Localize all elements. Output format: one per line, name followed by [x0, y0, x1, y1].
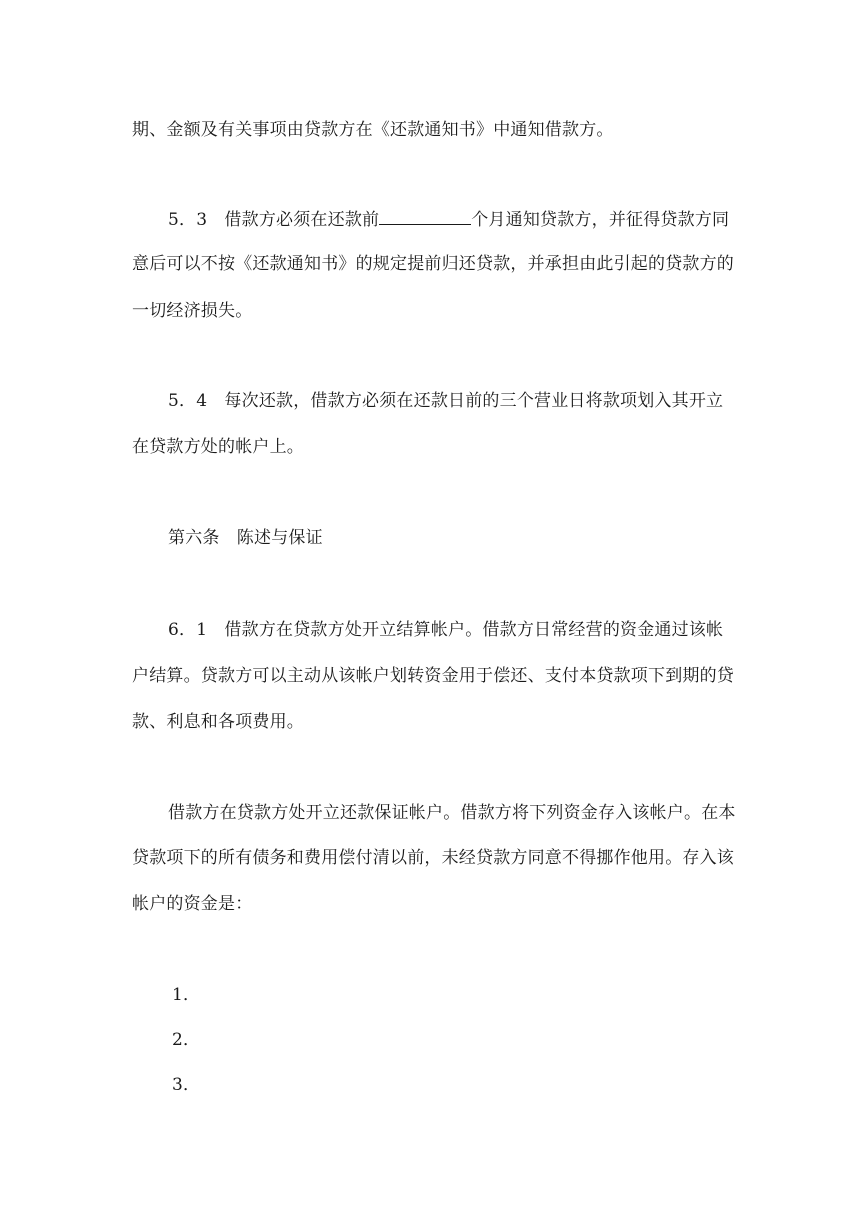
guarantee-account-line-3: 帐户的资金是：	[132, 894, 253, 914]
blank-months-field	[379, 208, 471, 225]
clause-6-1-line-1: 6．1 借款方在贷款方处开立结算帐户。借款方日常经营的资金通过该帐	[168, 620, 724, 640]
clause-5-3-line-3: 一切经济损失。	[132, 301, 253, 321]
clause-5-4-line-1: 5．4 每次还款，借款方必须在还款日前的三个营业日将款项划入其开立	[168, 391, 724, 411]
clause-5-3-line-1	[168, 208, 729, 230]
article-6-heading: 第六条 陈述与保证	[168, 528, 323, 548]
clause-6-1-line-2: 户结算。贷款方可以主动从该帐户划转资金用于偿还、支付本贷款项下到期的贷	[132, 666, 734, 686]
clause-5-3-line-2: 意后可以不按《还款通知书》的规定提前归还贷款，并承担由此引起的贷款方的	[132, 254, 734, 274]
clause-5-3-text-b: 个月通知贷款方，并征得贷款方同	[471, 210, 730, 230]
guarantee-account-line-1: 借款方在贷款方处开立还款保证帐户。借款方将下列资金存入该帐户。在本	[168, 803, 736, 823]
list-item-3: 3．	[172, 1075, 201, 1095]
paragraph-continuation-line-1: 期、金额及有关事项由贷款方在《还款通知书》中通知借款方。	[132, 120, 614, 140]
list-item-1: 1．	[172, 985, 201, 1005]
guarantee-account-line-2: 贷款项下的所有债务和费用偿付清以前，未经贷款方同意不得挪作他用。存入该	[132, 848, 734, 868]
clause-6-1-line-3: 款、利息和各项费用。	[132, 712, 304, 732]
list-item-2: 2．	[172, 1030, 201, 1050]
clause-5-4-line-2: 在贷款方处的帐户上。	[132, 437, 304, 457]
clause-5-3-text-a: 5．3 借款方必须在还款前	[168, 210, 380, 230]
